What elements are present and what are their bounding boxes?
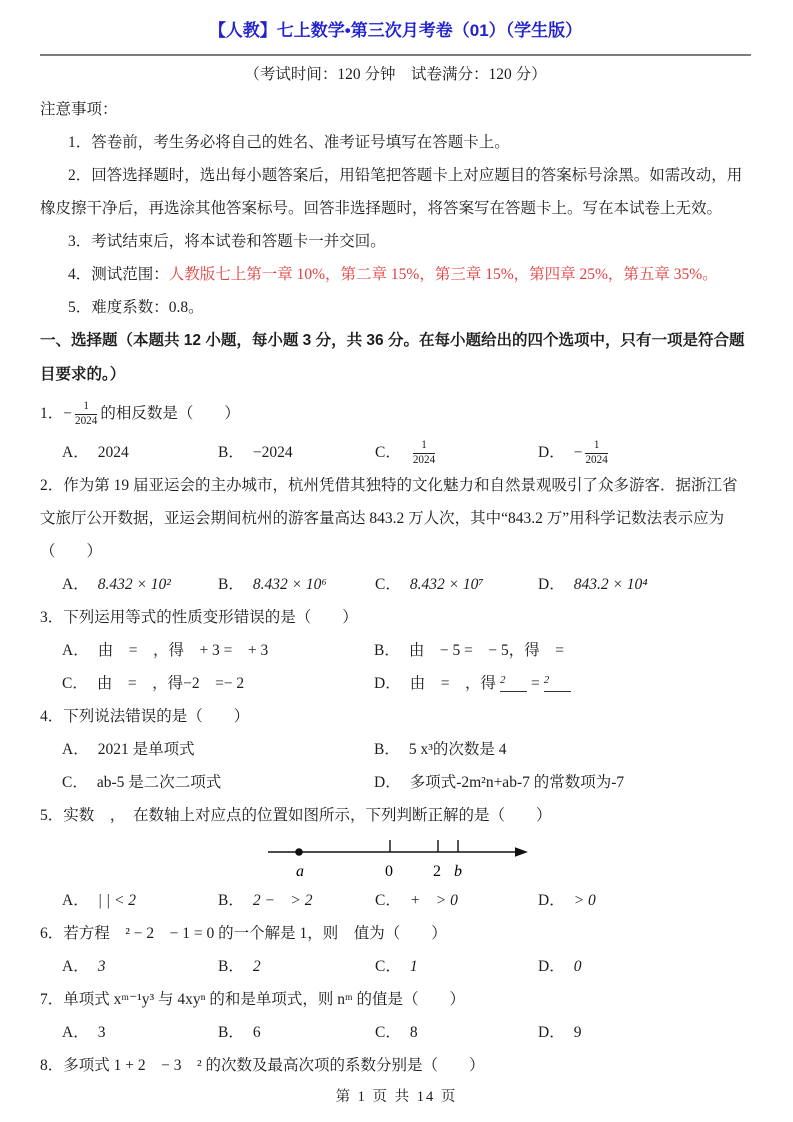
fraction xyxy=(413,440,435,466)
question-4 xyxy=(40,700,751,799)
question-7-stem: 7．单项式 xᵐ⁻¹y³ 与 4xyⁿ 的和是单项式，则 nᵐ 的值是（ ） xyxy=(40,991,466,1008)
question-3-options-row-1 xyxy=(40,634,751,667)
option-a-label: A． xyxy=(62,892,89,909)
question-5 xyxy=(40,799,751,917)
fraction xyxy=(585,440,607,466)
fraction-numerator: 1 xyxy=(75,401,97,415)
option-d-label: D． xyxy=(538,576,565,593)
option-a-value: 由 = ，得 + 3 = + 3 xyxy=(97,642,269,659)
option-c[interactable] xyxy=(375,1016,538,1049)
option-a[interactable] xyxy=(62,950,218,983)
fraction-numerator: 1 xyxy=(413,440,435,454)
option-d-label: D． xyxy=(538,958,565,975)
question-3-options-row-2 xyxy=(40,667,751,700)
option-a-value: 3 xyxy=(97,1024,106,1041)
question-8-stem: 8．多项式 1 + 2 − 3 ² 的次数及最高次项的系数分别是（ ） xyxy=(40,1057,485,1074)
option-b-label: B． xyxy=(218,1024,244,1041)
option-d-value: 9 xyxy=(573,1024,582,1041)
option-a-value: 8.432 × 10² xyxy=(97,576,171,593)
option-d-value: 0 xyxy=(573,958,582,975)
option-d-value: 843.2 × 10⁴ xyxy=(573,576,648,593)
option-a[interactable] xyxy=(62,1016,218,1049)
option-c-label: C． xyxy=(375,892,401,909)
question-8 xyxy=(40,1049,751,1082)
option-a[interactable] xyxy=(62,634,374,667)
label-a: a xyxy=(296,863,304,880)
question-1-number: 1． xyxy=(40,405,64,422)
minus-sign: − xyxy=(63,405,73,422)
option-c-label: C． xyxy=(375,1024,401,1041)
fraction-denominator: 2024 xyxy=(412,453,436,466)
option-c[interactable] xyxy=(375,950,538,983)
option-c-label: C． xyxy=(62,675,88,692)
option-c[interactable] xyxy=(62,766,374,799)
option-b-value: 2 − > 2 xyxy=(252,892,313,909)
option-c[interactable] xyxy=(375,884,538,917)
exam-page xyxy=(40,14,751,1105)
notice-item-4 xyxy=(40,258,751,291)
fraction-denominator: 2024 xyxy=(585,453,608,466)
label-b: b xyxy=(454,863,462,880)
option-a-label: A． xyxy=(62,444,89,461)
question-1 xyxy=(40,392,751,469)
option-c-value: + > 0 xyxy=(409,892,458,909)
notice-item-3: 3．考试结束后，将本试卷和答题卡一并交回。 xyxy=(68,233,386,250)
option-b-value: 5 x³的次数是 4 xyxy=(408,741,507,758)
question-5-stem: 5．实数 ， 在数轴上对应点的位置如图所示，下列判断正解的是（ ） xyxy=(40,807,552,824)
option-d[interactable] xyxy=(374,766,751,799)
option-b-label: B． xyxy=(218,576,244,593)
question-4-stem: 4．下列说法错误的是（ ） xyxy=(40,708,250,725)
option-a-label: A． xyxy=(62,576,89,593)
number-line-figure xyxy=(266,836,751,884)
option-b[interactable] xyxy=(218,436,375,469)
option-d-label: D． xyxy=(538,892,565,909)
number-line-svg xyxy=(266,836,536,884)
notice-item-5: 5．难度系数：0.8。 xyxy=(68,299,204,316)
option-b-label: B． xyxy=(218,892,244,909)
option-a-label: A． xyxy=(62,1024,89,1041)
option-b[interactable] xyxy=(218,1016,375,1049)
option-a[interactable] xyxy=(62,568,218,601)
option-b[interactable] xyxy=(374,733,751,766)
option-a[interactable] xyxy=(62,733,374,766)
option-d[interactable] xyxy=(538,1016,751,1049)
question-3 xyxy=(40,601,751,700)
option-b-value: 由 − 5 = − 5，得 = xyxy=(408,642,564,659)
option-b-label: B． xyxy=(374,642,400,659)
fraction-denominator: 2024 xyxy=(75,414,98,427)
option-b-value: −2024 xyxy=(252,444,293,461)
question-6 xyxy=(40,917,751,983)
option-d-value: > 0 xyxy=(573,892,596,909)
option-c-label: C． xyxy=(62,774,88,791)
question-2 xyxy=(40,469,751,601)
exam-info: （考试时间：120 分钟 试卷满分：120 分） xyxy=(244,66,547,83)
option-d-text: 由 = ，得 xyxy=(409,675,496,692)
option-b[interactable] xyxy=(218,884,375,917)
option-d-label: D． xyxy=(374,774,401,791)
option-c[interactable] xyxy=(375,568,538,601)
option-d[interactable] xyxy=(374,667,751,700)
option-d-label: D． xyxy=(374,675,401,692)
option-b[interactable] xyxy=(218,950,375,983)
option-a-value: 3 xyxy=(97,958,106,975)
option-d[interactable] xyxy=(538,568,751,601)
label-two: 2 xyxy=(433,863,441,880)
question-2-stem: 2．作为第 19 届亚运会的主办城市，杭州凭借其独特的文化魅力和自然景观吸引了众多游客．据浙江省文旅厅公开数据，亚运会期间杭州的游客量高达 843.2 万人次，其中“843.2 万”用科学记数法表示应为（ ） xyxy=(40,477,738,560)
option-b-value: 6 xyxy=(252,1024,261,1041)
option-b[interactable] xyxy=(374,634,751,667)
fraction xyxy=(75,401,97,427)
option-c-label: C． xyxy=(375,576,401,593)
option-d[interactable] xyxy=(538,884,751,917)
question-4-options-row-1 xyxy=(40,733,751,766)
option-c-value: 由 = ，得−2 =− 2 xyxy=(96,675,245,692)
notice-item-4-scope: 人教版七上第一章 10%，第二章 15%，第三章 15%，第四章 25%，第五章 35%。 xyxy=(168,266,718,283)
option-d-value: 多项式-2m²n+ab-7 的常数项为-7 xyxy=(409,774,625,791)
section-heading: 一、选择题（本题共 12 小题，每小题 3 分，共 36 分。在每小题给出的四个选项中，只有一项是符合题目要求的。） xyxy=(40,332,745,383)
option-d-label: D． xyxy=(538,444,565,461)
option-a[interactable] xyxy=(62,884,218,917)
fraction-numerator: 1 xyxy=(585,440,607,454)
option-d-label: D． xyxy=(538,1024,565,1041)
option-c[interactable] xyxy=(62,667,374,700)
question-1-stem xyxy=(40,392,751,436)
option-b-label: B． xyxy=(218,958,244,975)
option-a-label: A． xyxy=(62,642,89,659)
option-c-value: ab-5 是二次二项式 xyxy=(96,774,222,791)
point-a-dot xyxy=(295,848,303,856)
fraction-blank: 2 xyxy=(500,673,527,692)
question-1-options xyxy=(40,436,751,469)
page-title: 【人教】七上数学•第三次月考卷（01）（学生版） xyxy=(208,21,583,40)
notice-item-1: 1．答卷前，考生务必将自己的姓名、准考证号填写在答题卡上。 xyxy=(68,134,510,151)
question-3-stem: 3．下列运用等式的性质变形错误的是（ ） xyxy=(40,609,358,626)
equals-sign: = xyxy=(530,675,540,692)
question-4-options-row-2 xyxy=(40,766,751,799)
notice-heading: 注意事项： xyxy=(40,101,118,118)
minus-sign: − xyxy=(573,444,583,461)
option-c-value: 8.432 × 10⁷ xyxy=(409,576,484,593)
page-footer: 第 1 页 共 14 页 xyxy=(335,1089,458,1105)
arrowhead-icon xyxy=(515,847,528,857)
option-a-value: 2021 是单项式 xyxy=(97,741,195,758)
option-b-value: 8.432 × 10⁶ xyxy=(252,576,327,593)
option-b-value: 2 xyxy=(252,958,261,975)
question-5-options xyxy=(40,884,751,917)
question-7 xyxy=(40,983,751,1049)
option-a-value: | | < 2 xyxy=(97,892,137,909)
option-c-value: 8 xyxy=(409,1024,418,1041)
option-a-label: A． xyxy=(62,741,89,758)
question-1-text: 的相反数是（ ） xyxy=(100,405,240,422)
option-c-value: 1 xyxy=(409,958,418,975)
option-b[interactable] xyxy=(218,568,375,601)
option-a-label: A． xyxy=(62,958,89,975)
option-c-label: C． xyxy=(375,444,401,461)
question-7-options xyxy=(40,1016,751,1049)
option-d[interactable] xyxy=(538,950,751,983)
question-6-stem: 6．若方程 ² − 2 − 1 = 0 的一个解是 1，则 值为（ ） xyxy=(40,925,447,942)
option-d[interactable] xyxy=(538,436,751,469)
option-b-label: B． xyxy=(218,444,244,461)
question-6-options xyxy=(40,950,751,983)
question-2-options xyxy=(40,568,751,601)
notice-item-4-prefix: 4．测试范围： xyxy=(68,266,169,283)
option-a[interactable] xyxy=(62,436,218,469)
fraction-blank: 2 xyxy=(544,673,571,692)
label-zero: 0 xyxy=(385,863,393,880)
option-b-label: B． xyxy=(374,741,400,758)
option-c[interactable] xyxy=(375,436,538,469)
option-c-label: C． xyxy=(375,958,401,975)
notice-item-2: 2．回答选择题时，选出每小题答案后，用铅笔把答题卡上对应题目的答案标号涂黑。如需改动，用橡皮擦干净后，再选涂其他答案标号。回答非选择题时，将答案写在答题卡上。写在本试卷上无效。 xyxy=(40,167,743,217)
option-a-value: 2024 xyxy=(97,444,129,461)
